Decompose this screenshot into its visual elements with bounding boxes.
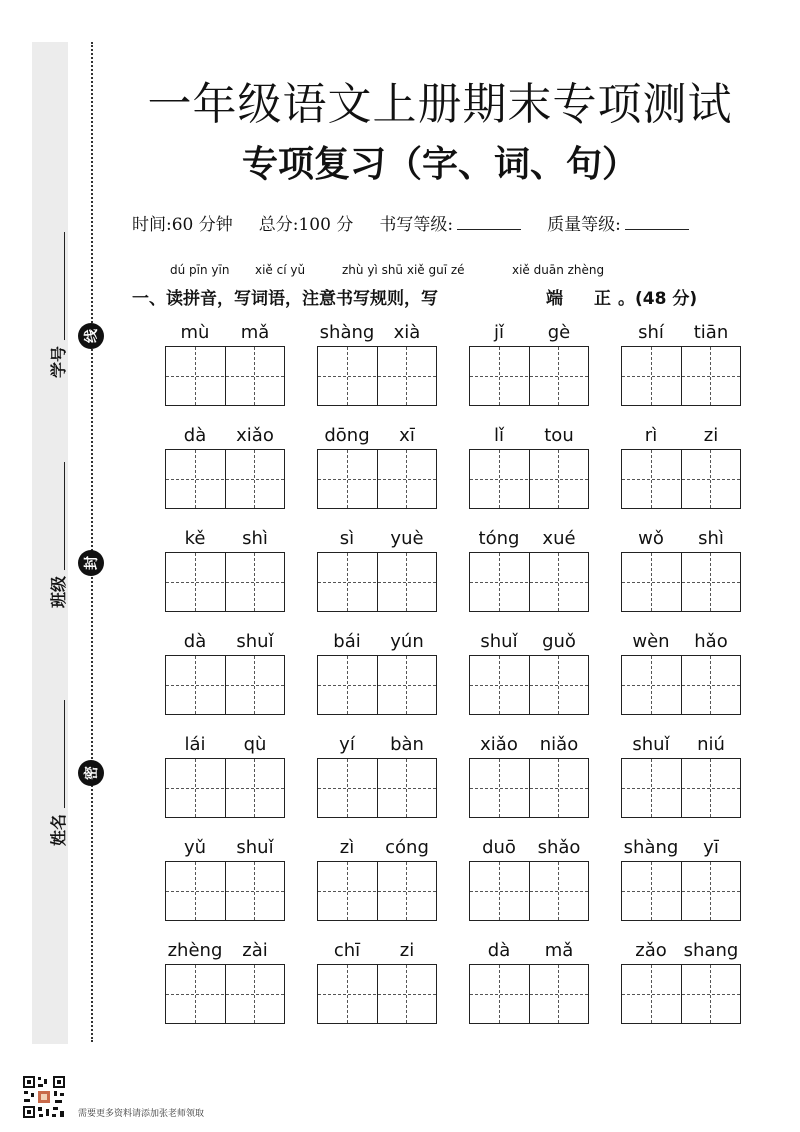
word-item (317, 940, 437, 1022)
time-limit: 时间:60 分钟 (132, 215, 233, 235)
pinyin-syllable: shǎo (537, 837, 581, 858)
word-item (621, 631, 741, 713)
word-item (469, 425, 589, 507)
pinyin-syllable: mǎ (544, 940, 574, 961)
writing-grid[interactable] (621, 449, 741, 509)
writing-grid[interactable] (317, 449, 437, 509)
pinyin-syllable: niú (697, 734, 725, 755)
writing-grid[interactable] (317, 758, 437, 818)
writing-grid[interactable] (317, 346, 437, 406)
quality-grade-label: 质量等级: (547, 215, 621, 235)
pinyin-syllable: shì (242, 528, 268, 549)
writing-grid[interactable] (469, 758, 589, 818)
qr-code-icon (22, 1075, 66, 1119)
pinyin-syllable: xiǎo (480, 734, 518, 755)
name-label: 姓名 (49, 814, 68, 847)
pinyin-syllable: yuè (390, 528, 424, 549)
writing-grid[interactable] (165, 552, 285, 612)
student-number-blank[interactable] (50, 232, 65, 340)
pinyin-syllable: shàng (319, 322, 375, 343)
pinyin-syllable: dōng (324, 425, 370, 446)
footer-note: 需要更多资料请添加张老师领取 (78, 1109, 205, 1119)
pinyin-syllable: zi (703, 425, 719, 446)
pinyin-syllable: yǔ (183, 837, 207, 858)
pinyin-syllable: yí (339, 734, 355, 755)
pinyin-syllable: gè (547, 322, 571, 343)
writing-grid[interactable] (621, 964, 741, 1024)
pinyin-syllable: tou (544, 425, 574, 446)
pinyin-syllable: dà (183, 631, 207, 652)
writing-grid[interactable] (469, 964, 589, 1024)
pinyin-syllable: xué (542, 528, 576, 549)
writing-grid[interactable] (469, 861, 589, 921)
pinyin-syllable: niǎo (539, 734, 579, 755)
pinyin-syllable: bái (333, 631, 361, 652)
word-item (469, 837, 589, 919)
pinyin-syllable: shuǐ (236, 837, 274, 858)
total-score: 总分:100 分 (258, 215, 354, 235)
question-heading-main: 一、读拼音，写词语，注意书写规则，写 (132, 289, 438, 309)
name-field[interactable] (24, 700, 68, 960)
pinyin-syllable: bàn (390, 734, 424, 755)
pinyin-syllable: dà (183, 425, 207, 446)
writing-grid[interactable] (621, 758, 741, 818)
pinyin-syllable: duō (482, 837, 516, 858)
pinyin-syllable: zài (242, 940, 268, 961)
word-item (317, 734, 437, 816)
writing-grid[interactable] (469, 449, 589, 509)
writing-grid[interactable] (469, 552, 589, 612)
pinyin-syllable: guǒ (542, 631, 576, 652)
word-item (469, 528, 589, 610)
quality-grade (547, 210, 689, 235)
pinyin-syllable: xià (393, 322, 421, 343)
pinyin-syllable: zì (339, 837, 355, 858)
word-item (621, 528, 741, 610)
pinyin-syllable: zhèng (167, 940, 223, 961)
pinyin-syllable: yún (390, 631, 424, 652)
question-heading-score: 。(48 分) (618, 289, 698, 309)
seal-seal-mark: 封 (78, 550, 104, 576)
pinyin-syllable: mù (180, 322, 210, 343)
writing-grade (379, 210, 521, 235)
word-item (317, 631, 437, 713)
word-item (469, 940, 589, 1022)
pinyin-syllable: hǎo (694, 631, 728, 652)
writing-grid[interactable] (621, 552, 741, 612)
word-item (621, 734, 741, 816)
word-item (165, 940, 285, 1022)
word-item (317, 528, 437, 610)
student-number-field[interactable] (24, 232, 68, 492)
pinyin-syllable: tóng (478, 528, 520, 549)
pinyin-syllable: wèn (632, 631, 670, 652)
pinyin-syllable: tiān (693, 322, 729, 343)
writing-grade-blank[interactable] (457, 229, 521, 230)
pinyin-syllable: shí (638, 322, 664, 343)
class-blank[interactable] (50, 462, 65, 570)
writing-grid[interactable] (317, 861, 437, 921)
student-number-label: 学号 (49, 346, 68, 379)
question-heading-char: 端 (546, 289, 563, 309)
writing-grid[interactable] (469, 346, 589, 406)
writing-grid[interactable] (317, 964, 437, 1024)
writing-grid[interactable] (165, 964, 285, 1024)
seal-line-mark: 线 (78, 323, 104, 349)
page-title: 一年级语文上册期末专项测试 (147, 79, 733, 130)
quality-grade-blank[interactable] (625, 229, 689, 230)
writing-grid[interactable] (165, 861, 285, 921)
word-item (165, 734, 285, 816)
pinyin-syllable: xiǎo (236, 425, 274, 446)
pinyin-syllable: rì (644, 425, 658, 446)
pinyin-syllable: lái (184, 734, 206, 755)
pinyin-syllable: shuǐ (632, 734, 670, 755)
pinyin-syllable: qù (243, 734, 267, 755)
writing-grid[interactable] (165, 655, 285, 715)
word-item (469, 322, 589, 404)
pinyin-syllable: zi (399, 940, 415, 961)
pinyin-syllable: shàng (623, 837, 679, 858)
name-blank[interactable] (50, 700, 65, 808)
pinyin-syllable: sì (339, 528, 355, 549)
word-item (317, 322, 437, 404)
writing-grid[interactable] (621, 861, 741, 921)
pinyin-syllable: chī (333, 940, 361, 961)
question-pinyin: xiě cí yǔ (255, 263, 306, 277)
pinyin-syllable: cóng (385, 837, 429, 858)
word-item (469, 631, 589, 713)
pinyin-syllable: jǐ (493, 322, 504, 343)
writing-grid[interactable] (317, 655, 437, 715)
pinyin-syllable: kě (184, 528, 206, 549)
pinyin-syllable: xī (399, 425, 415, 446)
word-item (165, 322, 285, 404)
pinyin-syllable: wǒ (638, 528, 664, 549)
pinyin-syllable: zǎo (635, 940, 667, 961)
page-subtitle: 专项复习（字、词、句） (241, 144, 638, 185)
pinyin-syllable: dà (487, 940, 511, 961)
writing-grid[interactable] (621, 655, 741, 715)
word-item (165, 528, 285, 610)
pinyin-syllable: lǐ (493, 425, 504, 446)
pinyin-syllable: shuǐ (236, 631, 274, 652)
question-pinyin: dú pīn yīn (170, 263, 230, 277)
cut-line (91, 42, 93, 1042)
seal-secret-mark: 密 (78, 760, 104, 786)
word-item (621, 940, 741, 1022)
pinyin-syllable: mǎ (240, 322, 270, 343)
writing-grid[interactable] (317, 552, 437, 612)
class-field[interactable] (24, 462, 68, 722)
writing-grid[interactable] (165, 346, 285, 406)
word-item (165, 837, 285, 919)
writing-grid[interactable] (621, 346, 741, 406)
word-item (469, 734, 589, 816)
word-item (317, 425, 437, 507)
pinyin-syllable: yī (703, 837, 719, 858)
word-item (621, 837, 741, 919)
word-item (165, 631, 285, 713)
question-pinyin: zhù yì shū xiě guī zé (342, 263, 465, 277)
word-item (621, 322, 741, 404)
word-item (317, 837, 437, 919)
pinyin-syllable: shì (698, 528, 724, 549)
writing-grid[interactable] (165, 449, 285, 509)
writing-grid[interactable] (469, 655, 589, 715)
question-heading-char: 正 (594, 289, 611, 309)
writing-grid[interactable] (165, 758, 285, 818)
exam-info (132, 210, 689, 235)
pinyin-syllable: shang (683, 940, 739, 961)
question-pinyin: xiě duān zhèng (512, 263, 605, 277)
pinyin-syllable: shuǐ (480, 631, 518, 652)
writing-grade-label: 书写等级: (379, 215, 454, 235)
word-item (621, 425, 741, 507)
word-item (165, 425, 285, 507)
class-label: 班级 (49, 576, 68, 609)
